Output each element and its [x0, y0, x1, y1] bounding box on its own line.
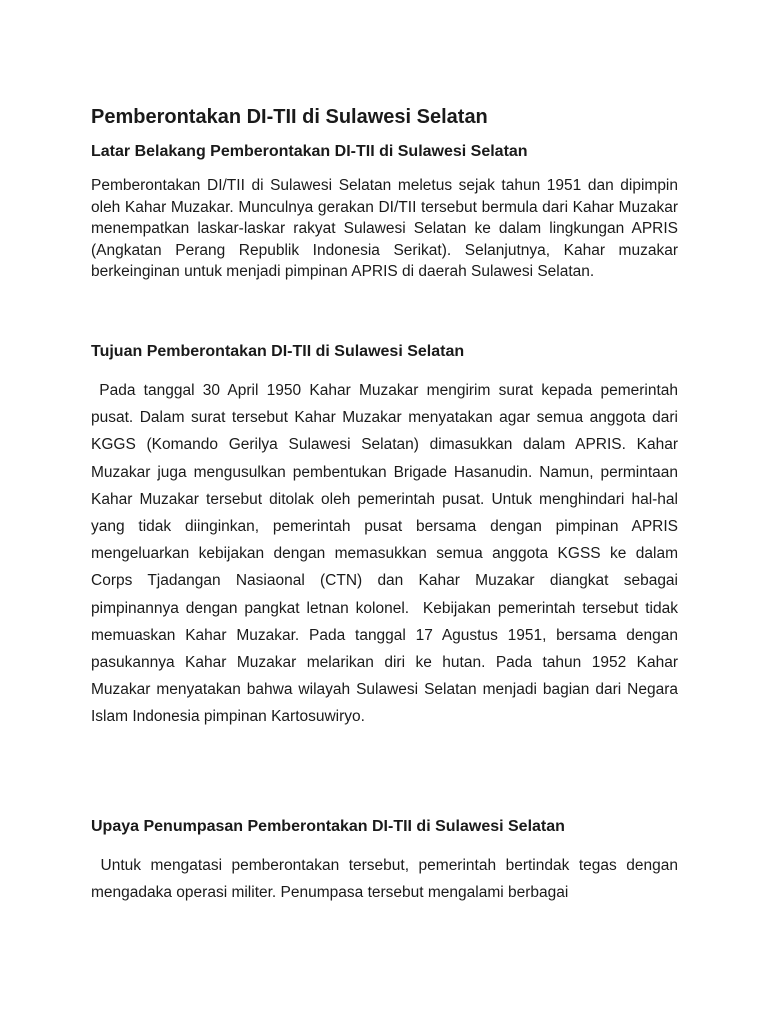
section-heading-upaya-penumpasan: Upaya Penumpasan Pemberontakan DI-TII di Sulawesi Selatan [91, 818, 565, 835]
section-paragraph-latar-belakang: Pemberontakan DI/TII di Sulawesi Selatan meletus sejak tahun 1951 dan dipimpin oleh Kahar Muzakar. Munculnya gerakan DI/TII tersebut bermula dari Kahar Muzakar menempatkan laskar-laskar rakyat Sulawesi Selatan ke dalam lingkungan APRIS (Angkatan Perang Republik Indonesia Serikat). Selanjutnya, Kahar muzakar berkeinginan untuk menjadi pimpinan APRIS di daerah Sulawesi Selatan. [91, 177, 678, 281]
section-paragraph-upaya-penumpasan: Untuk mengatasi pemberontakan tersebut, pemerintah bertindak tegas dengan mengadaka operasi militer. Penumpasa tersebut mengalami berbagai [91, 857, 678, 901]
section-heading-tujuan: Tujuan Pemberontakan DI-TII di Sulawesi Selatan [91, 343, 465, 360]
section-paragraph-tujuan: Pada tanggal 30 April 1950 Kahar Muzakar mengirim surat kepada pemerintah pusat. Dalam surat tersebut Kahar Muzakar menyatakan agar semua anggota dari KGGS (Komando Gerilya Sulawesi Selatan) dimasukkan dalam APRIS. Kahar Muzakar juga mengusulkan pembentukan Brigade Hasanudin. Namun, permintaan Kahar Muzakar tersebut ditolak oleh pemerintah pusat. Untuk menghindari hal-hal yang tidak diinginkan, pemerintah pusat bersama dengan pimpinan APRIS mengeluarkan kebijakan dengan memasukkan semua anggota KGSS ke dalam Corps Tjadangan Nasiaonal (CTN) dan Kahar Muzakar diangkat sebagai pimpinannya dengan pangkat letnan kolonel. Kebijakan pemerintah tersebut tidak memuaskan Kahar Muzakar. Pada tanggal 17 Agustus 1951, bersama dengan pasukannya Kahar Muzakar melarikan diri ke hutan. Pada tahun 1952 Kahar Muzakar menyatakan bahwa wilayah Sulawesi Selatan menjadi bagian dari Negara Islam Indonesia pimpinan Kartosuwiryo. [91, 382, 678, 726]
document-title: Pemberontakan DI-TII di Sulawesi Selatan [91, 106, 488, 128]
section-heading-latar-belakang: Latar Belakang Pemberontakan DI-TII di Sulawesi Selatan [91, 143, 528, 160]
